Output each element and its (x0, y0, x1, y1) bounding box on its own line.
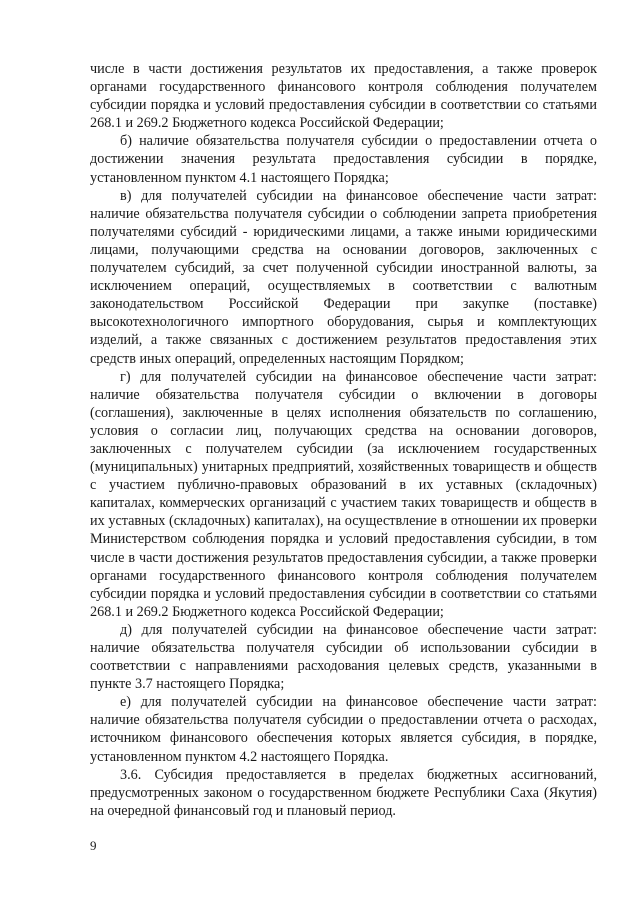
paragraph-3-6: 3.6. Субсидия предоставляется в пределах бюджетных ассигнований, предусмотренных законом о государственном бюджете Республики Саха (Якутия) на очередной финансовый год и плановый период. (90, 766, 597, 819)
paragraph-g: г) для получателей субсидии на финансовое обеспечение части затрат: наличие обязательства получателя субсидии о включении в договоры (соглашения), заключенные в целях исполнения обязательств по соглашению, условия о согласии лиц, получающих средства на основании договоров, заключенных с получателем субсидии (за исключением государственных (муниципальных) унитарных предприятий, хозяйственных товариществ и обществ с участием публично-правовых образований в их уставных (складочных) капиталах, коммерческих организаций с участием таких товариществ и обществ в их уставных (складочных) капиталах), на осуществление в отношении их проверки Министерством соблюдения порядка и условий предоставления субсидии, в том числе в части достижения результатов предоставления субсидии, а также проверки органами государственного финансового контроля соблюдения получателем субсидии порядка и условий предоставления субсидии в соответствии со статьями 268.1 и 269.2 Бюджетного кодекса Российской Федерации; (90, 368, 597, 620)
paragraph-b: б) наличие обязательства получателя субсидии о предоставлении отчета о достижении значения результата предоставления субсидии в порядке, установленном пунктом 4.1 настоящего Порядка; (90, 133, 597, 186)
paragraph-d: д) для получателей субсидии на финансовое обеспечение части затрат: наличие обязательства получателя субсидии об использовании субсидии в соответствии с направлениями расходования целевых средств, указанными в пункте 3.7 настоящего Порядка; (90, 621, 597, 693)
document-body (90, 60, 597, 820)
paragraph-e: е) для получателей субсидии на финансовое обеспечение части затрат: наличие обязательства получателя субсидии о предоставлении отчета о расходах, источником финансового обеспечения которых является субсидия, в порядке, установленном пунктом 4.2 настоящего Порядка. (90, 694, 597, 765)
page-number: 9 (90, 838, 97, 853)
paragraph-v: в) для получателей субсидии на финансовое обеспечение части затрат: наличие обязательства получателя субсидии о соблюдении запрета приобретения получателями субсидий - юридическими лицами, а также иными юридическими лицами, получающими средства на основании договоров, заключенных с получателем субсидий, за счет полученной субсидии иностранной валюты, за исключением операций, осуществляемых в соответствии с валютным законодательством Российской Федерации при закупке (поставке) высокотехнологичного импортного оборудования, сырья и комплектующих изделий, а также связанных с достижением результатов предоставления этих средств иных операций, определенных настоящим Порядком; (90, 187, 597, 367)
paragraph-continuation: числе в части достижения результатов их предоставления, а также проверок органами государственного финансового контроля соблюдения получателем субсидии порядка и условий предоставления субсидии в соответствии со статьями 268.1 и 269.2 Бюджетного кодекса Российской Федерации; (90, 61, 597, 132)
